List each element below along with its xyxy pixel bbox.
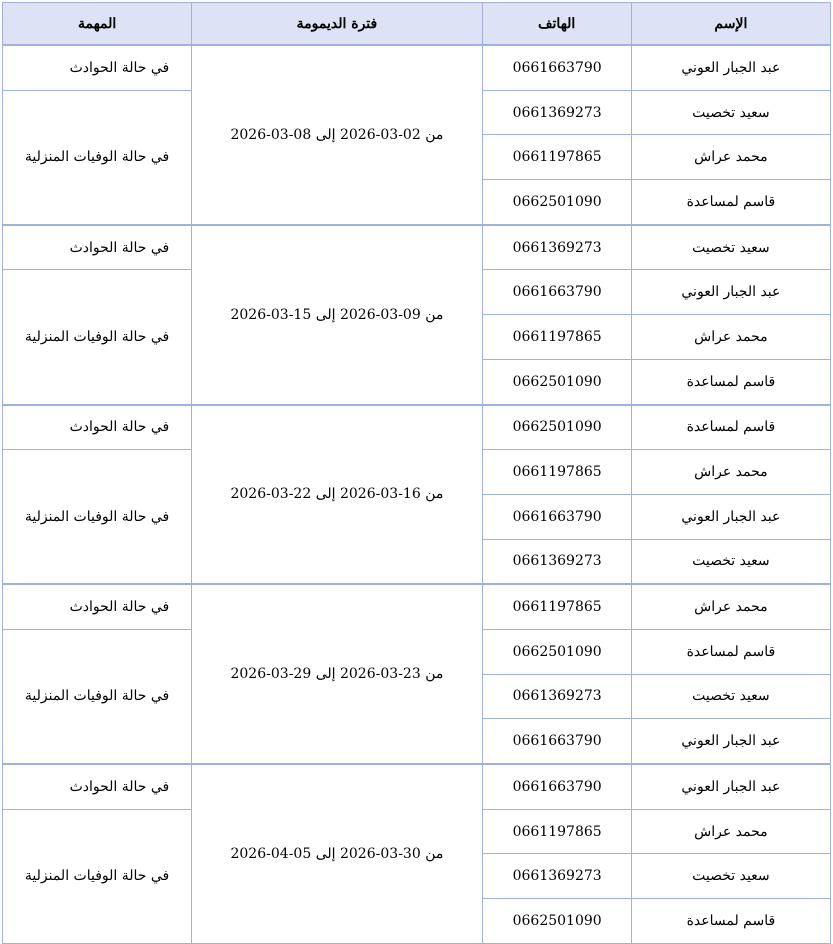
phone-cell: 0662501090: [482, 359, 631, 404]
name-cell: سعيد تخصيت: [631, 674, 830, 719]
phone-cell: 0661663790: [482, 719, 631, 764]
table-row: [3, 584, 831, 629]
header-phone: الهاتف: [482, 3, 631, 46]
phone-cell: 0661369273: [482, 225, 631, 270]
phone-cell: 0661369273: [482, 674, 631, 719]
period-cell: من 23-03-2026 إلى 29-03-2026: [192, 584, 482, 764]
header-row: [3, 3, 831, 46]
phone-cell: 0661197865: [482, 135, 631, 180]
table-body: [3, 45, 831, 943]
name-cell: محمد عراش: [631, 809, 830, 854]
period-cell: من 02-03-2026 إلى 08-03-2026: [192, 45, 482, 225]
phone-cell: 0661663790: [482, 494, 631, 539]
phone-cell: 0661663790: [482, 270, 631, 315]
task-cell: في حالة الوفيات المنزلية: [3, 450, 192, 585]
name-cell: قاسم لمساعدة: [631, 405, 830, 450]
task-cell: في حالة الحوادث: [3, 45, 192, 90]
name-cell: عبد الجبار العوني: [631, 494, 830, 539]
task-cell: في حالة الحوادث: [3, 584, 192, 629]
header-task: المهمة: [3, 3, 192, 46]
phone-cell: 0661663790: [482, 764, 631, 809]
name-cell: قاسم لمساعدة: [631, 180, 830, 225]
task-cell: في حالة الحوادث: [3, 764, 192, 809]
phone-cell: 0662501090: [482, 629, 631, 674]
name-cell: قاسم لمساعدة: [631, 899, 830, 944]
duty-schedule-table: [2, 2, 831, 944]
period-cell: من 30-03-2026 إلى 05-04-2026: [192, 764, 482, 943]
task-cell: في حالة الوفيات المنزلية: [3, 809, 192, 943]
table-row: [3, 225, 831, 270]
name-cell: محمد عراش: [631, 584, 830, 629]
phone-cell: 0661197865: [482, 450, 631, 495]
task-cell: في حالة الحوادث: [3, 225, 192, 270]
name-cell: محمد عراش: [631, 315, 830, 360]
period-cell: من 16-03-2026 إلى 22-03-2026: [192, 405, 482, 585]
name-cell: عبد الجبار العوني: [631, 764, 830, 809]
name-cell: عبد الجبار العوني: [631, 719, 830, 764]
phone-cell: 0661197865: [482, 584, 631, 629]
phone-cell: 0662501090: [482, 180, 631, 225]
name-cell: عبد الجبار العوني: [631, 45, 830, 90]
header-period: فترة الديمومة: [192, 3, 482, 46]
phone-cell: 0661663790: [482, 45, 631, 90]
name-cell: سعيد تخصيت: [631, 854, 830, 899]
name-cell: سعيد تخصيت: [631, 539, 830, 584]
phone-cell: 0661369273: [482, 90, 631, 135]
task-cell: في حالة الحوادث: [3, 405, 192, 450]
name-cell: سعيد تخصيت: [631, 90, 830, 135]
period-cell: من 09-03-2026 إلى 15-03-2026: [192, 225, 482, 405]
phone-cell: 0661369273: [482, 854, 631, 899]
phone-cell: 0662501090: [482, 899, 631, 944]
name-cell: عبد الجبار العوني: [631, 270, 830, 315]
task-cell: في حالة الوفيات المنزلية: [3, 90, 192, 225]
name-cell: قاسم لمساعدة: [631, 629, 830, 674]
header-name: الإسم: [631, 3, 830, 46]
phone-cell: 0661197865: [482, 315, 631, 360]
name-cell: قاسم لمساعدة: [631, 359, 830, 404]
phone-cell: 0662501090: [482, 405, 631, 450]
phone-cell: 0661197865: [482, 809, 631, 854]
table-row: [3, 405, 831, 450]
name-cell: محمد عراش: [631, 135, 830, 180]
table-row: [3, 45, 831, 90]
name-cell: محمد عراش: [631, 450, 830, 495]
task-cell: في حالة الوفيات المنزلية: [3, 270, 192, 405]
name-cell: سعيد تخصيت: [631, 225, 830, 270]
table-header: [3, 3, 831, 46]
phone-cell: 0661369273: [482, 539, 631, 584]
table-row: [3, 764, 831, 809]
task-cell: في حالة الوفيات المنزلية: [3, 629, 192, 764]
